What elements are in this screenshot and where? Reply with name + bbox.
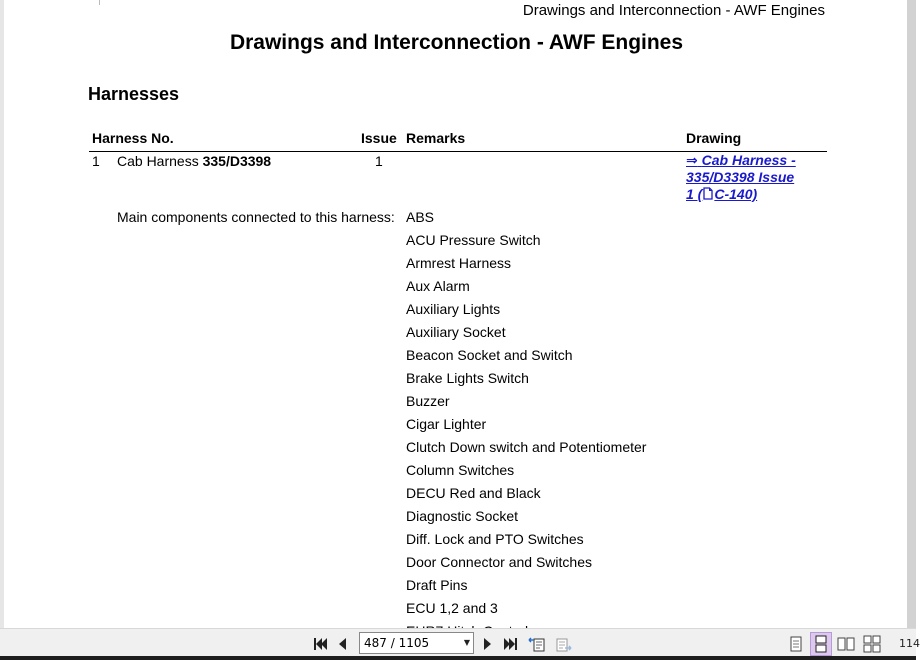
page-number-field[interactable]	[359, 632, 474, 654]
component-item: Cigar Lighter	[406, 416, 487, 432]
component-item: ACU Pressure Switch	[406, 232, 541, 248]
component-item: Clutch Down switch and Potentiometer	[406, 439, 647, 455]
left-panel-edge	[0, 0, 4, 628]
component-item: Door Connector and Switches	[406, 554, 592, 570]
drawing-link-line3-prefix: 1 (	[686, 186, 703, 202]
component-item: Beacon Socket and Switch	[406, 347, 573, 363]
link-arrow-icon: ⇒	[686, 152, 698, 168]
single-page-view-icon[interactable]	[787, 635, 805, 653]
two-page-continuous-view-icon[interactable]	[863, 635, 881, 653]
harness-name	[117, 153, 271, 169]
page-indicator: 487 / 1105	[364, 636, 430, 650]
first-page-icon[interactable]	[311, 635, 329, 653]
next-page-icon[interactable]	[478, 635, 496, 653]
components-label: Main components connected to this harness:	[117, 209, 395, 225]
component-item: DECU Red and Black	[406, 485, 541, 501]
column-header-remarks: Remarks	[406, 130, 466, 146]
vertical-scrollbar[interactable]	[907, 0, 916, 628]
previous-page-icon[interactable]	[334, 635, 352, 653]
page-reference-icon	[703, 187, 713, 200]
column-header-drawing: Drawing	[686, 130, 742, 146]
component-item: Aux Alarm	[406, 278, 470, 294]
components-list	[406, 209, 646, 646]
component-item: ABS	[406, 209, 435, 225]
previous-view-icon[interactable]	[528, 635, 546, 653]
two-page-view-icon[interactable]	[837, 635, 855, 653]
component-item: Auxiliary Lights	[406, 301, 501, 317]
component-item: Auxiliary Socket	[406, 324, 506, 340]
component-item: Armrest Harness	[406, 255, 512, 271]
page-title: Drawings and Interconnection - AWF Engines	[229, 31, 684, 54]
continuous-view-icon[interactable]	[812, 635, 830, 653]
drawing-link[interactable]	[686, 152, 814, 203]
running-header: Drawings and Interconnection - AWF Engines	[522, 2, 825, 19]
drawing-link-line2: 335/D3398 Issue	[686, 169, 795, 185]
page-edge-mark	[99, 0, 100, 5]
component-item: ECU 1,2 and 3	[406, 600, 498, 616]
component-item: Buzzer	[406, 393, 450, 409]
drawing-link-line3-ref: C-140)	[714, 186, 758, 202]
section-heading: Harnesses	[88, 84, 180, 104]
column-header-issue: Issue	[361, 130, 397, 146]
harness-code: 335/D3398	[202, 153, 272, 169]
harness-issue: 1	[375, 153, 383, 169]
next-view-icon[interactable]	[554, 635, 572, 653]
last-page-icon[interactable]	[502, 635, 520, 653]
component-item: Column Switches	[406, 462, 515, 478]
harness-number: 1	[92, 153, 100, 169]
chevron-down-icon[interactable]: ▼	[463, 638, 470, 647]
drawing-link-line1: Cab Harness -	[701, 152, 796, 168]
component-item: Diagnostic Socket	[406, 508, 519, 524]
component-item: Diff. Lock and PTO Switches	[406, 531, 584, 547]
harness-name-prefix: Cab Harness	[117, 153, 203, 169]
zoom-level[interactable]: 114	[899, 637, 920, 650]
component-item: Draft Pins	[406, 577, 468, 593]
column-header-harness-no: Harness No.	[92, 130, 174, 146]
component-item: Brake Lights Switch	[406, 370, 529, 386]
window-bottom-edge	[0, 656, 916, 660]
